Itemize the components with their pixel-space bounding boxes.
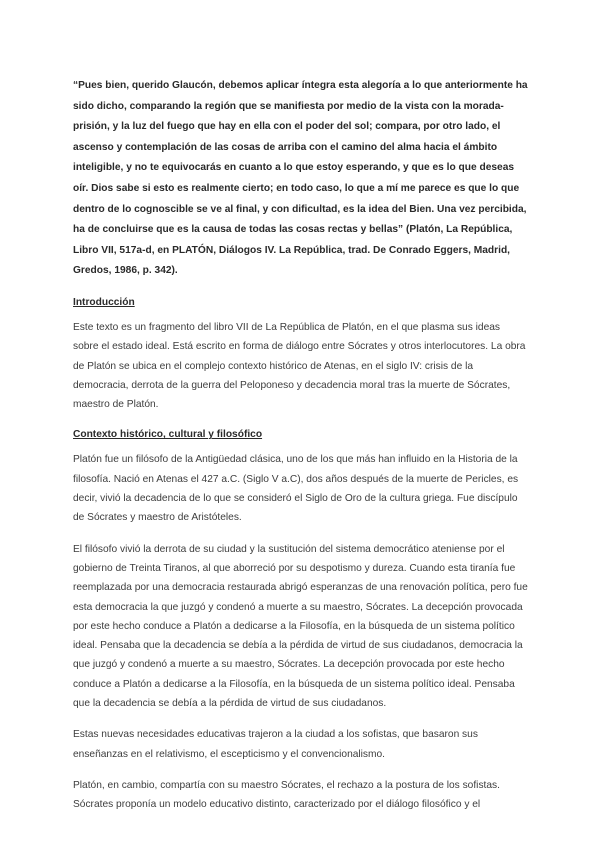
paragraph-contexto-4: Platón, en cambio, compartía con su maestro Sócrates, el rechazo a la postura de los sofistas. Sócrates proponía un modelo educativo distinto, caracterizado por el diálogo filosófico y el (73, 779, 500, 811)
section-heading-contexto: Contexto histórico, cultural y filosófico (73, 429, 263, 441)
paragraph-introduccion: Este texto es un fragmento del libro VII de La República de Platón, en el que plasma sus ideas sobre el estado ideal. Está escrito en forma de diálogo entre Sócrates y otros interlocutores. La obra de Platón se ubica en el complejo contexto histórico de Atenas, en el siglo IV: crisis de la democracia, derrota de la guerra del Peloponeso y decadencia moral tras la muerte de Sócrates, maestro de Platón. (73, 321, 526, 411)
section-heading-introduccion: Introducción (73, 296, 135, 308)
opening-quote: “Pues bien, querido Glaucón, debemos aplicar íntegra esta alegoría a lo que anteriormente ha sido dicho, comparando la región que se manifiesta por medio de la vista con la morada-prisión, y la luz del fuego que hay en ella con el poder del sol; compara, por otro lado, el ascenso y contemplación de las cosas de arriba con el camino del alma hacia el ámbito inteligible, y no te equivocarás en cuanto a lo que estoy esperando, y que es lo que deseas oír. Dios sabe si esto es realmente cierto; en todo caso, lo que a mí me parece es que lo que dentro de lo cognoscible se ve al final, y con dificultad, es la idea del Bien. Una vez percibida, ha de concluirse que es la causa de todas las cosas rectas y bellas” (Platón, La República, Libro VII, 517a-d, en PLATÓN, Diálogos IV. La República, trad. De Conrado Eggers, Madrid, Gredos, 1986, p. 342). (73, 80, 528, 277)
paragraph-contexto-3: Estas nuevas necesidades educativas trajeron a la ciudad a los sofistas, que basaron sus enseñanzas en el relativismo, el escepticismo y el convencionalismo. (73, 729, 478, 760)
paragraph-contexto-2: El filósofo vivió la derrota de su ciudad y la sustitución del sistema democrático ateniense por el gobierno de Treinta Tiranos, al que aborreció por su despotismo y dureza. Cuando esta tiranía fue reemplazada por una democracia restaurada abrigó esperanzas de una renovación política, pero fue esta democracia la que juzgó y condenó a muerte a su maestro, Sócrates. La decepción provocada por este hecho conduce a Platón a dedicarse a la Filosofía, en la búsqueda de un sistema político ideal. Pensaba que la decadencia se debía a la pérdida de virtud de sus ciudadanos, democracia la que juzgó y condenó a muerte a su maestro, Sócrates. La decepción provocada por este hecho conduce a Platón a dedicarse a la Filosofía, en la búsqueda de un sistema político ideal. Pensaba que la decadencia se debía a la pérdida de virtud de sus ciudadanos. (73, 543, 528, 709)
paragraph-contexto-1: Platón fue un filósofo de la Antigüedad clásica, uno de los que más han influido en la Historia de la filosofía. Nació en Atenas el 427 a.C. (Siglo V a.C), dos años después de la muerte de Pericles, es decir, vivió la decadencia de lo que se consideró el Siglo de Oro de la cultura griega. Fue discípulo de Sócrates y maestro de Aristóteles. (73, 454, 519, 524)
